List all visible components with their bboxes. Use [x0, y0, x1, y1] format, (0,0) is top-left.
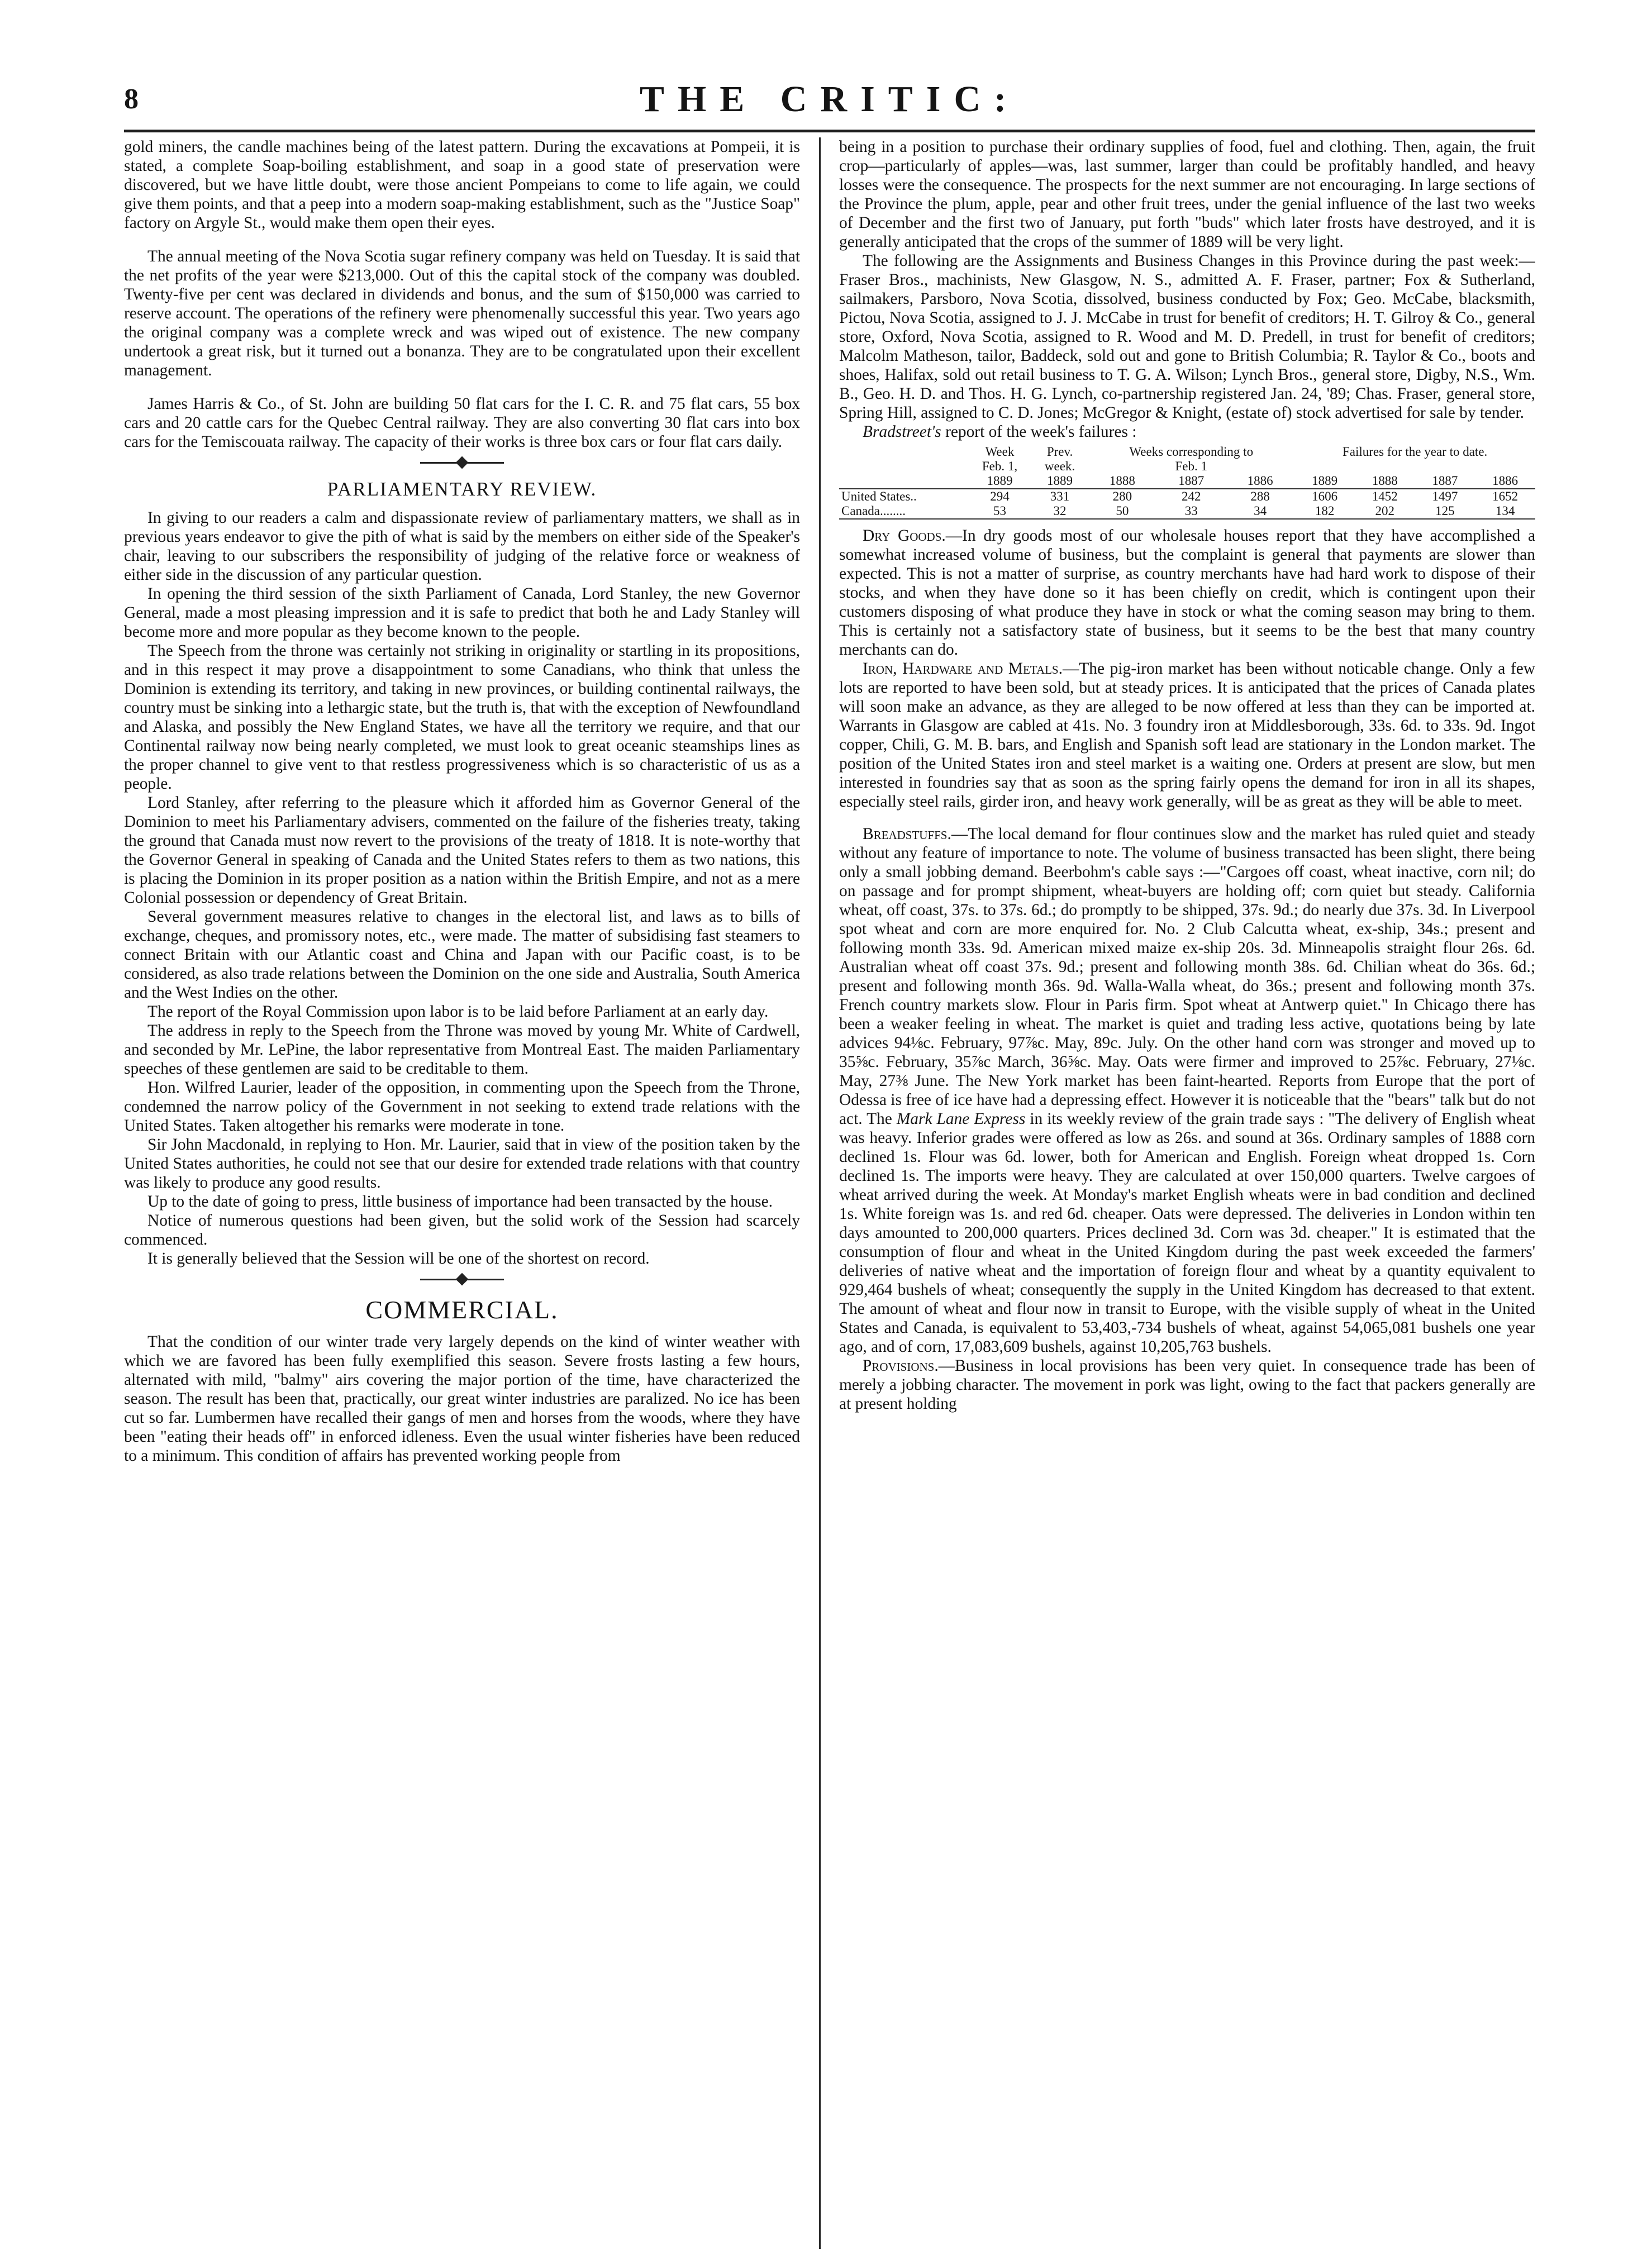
parl-paragraph: Hon. Wilfred Laurier, leader of the opposition, in commenting upon the Speech from the Throne, condemned the narrow policy of the Government in not seeking to extend trade relations with the United States. Taken altogether his remarks were moderate in tone.	[124, 1079, 800, 1135]
table-cell: 53	[968, 504, 1032, 519]
parl-paragraph: Several government measures relative to changes in the electoral list, and laws as to bills of exchange, cheques, and promissory notes, etc., were made. The matter of subsidising fast steamers to connect Britain with our Atlantic coast and China and Japan with our Pacific coast, is to be considered, as also trade relations between the Dominion on the one side and Australia, South America and the West Indies on the other.	[124, 908, 800, 1002]
table-cell: 34	[1226, 504, 1294, 519]
table-cell: 33	[1157, 504, 1226, 519]
table-cell: 1497	[1432, 489, 1458, 503]
parl-paragraph: The Speech from the throne was certainly not striking in originality or startling in its propositions, and in this respect it may prove a disappointment to some Canadians, who think that unless the Dominion is extending its territory, and taking in new provinces, or building continental railways, the country must be sinking into a lethargic state, but the truth is, that with the exception of Newfoundland and Alaska, and possibly the New England States, we have all the territory we require, and that our Continental railway now being nearly completed, we must look to great oceanic steamships lines as the proper channel to give vent to that restless progressiveness which is so characteristic of us as a people.	[124, 642, 800, 793]
table-header-row	[839, 459, 1535, 474]
provisions-heading: Provisions.	[863, 1357, 939, 1375]
parl-paragraph: The address in reply to the Speech from the Throne was moved by young Mr. White of Cardwell, and seconded by Mr. LePine, the labor representative from Montreal East. The maiden Parliamentary speeches of these gentlemen are said to be creditable to them.	[124, 1022, 800, 1078]
commercial-paragraph: That the condition of our winter trade very largely depends on the kind of winter weather with which we are favored has been fully exemplified this season. Severe frosts lasting a few hours, alternated with mild, "balmy" airs covering the major portion of the time, have characterized the season. The result has been that, practically, our great winter industries are paralized. No ice has been cut so far. Lumbermen have recalled their gangs of men and horses from the woods, where they have been "eating their heads off" in enforced idleness. Even the usual winter fisheries have been reduced to a minimum. This condition of affairs has prevented working people from	[124, 1333, 800, 1465]
right-column	[839, 137, 1535, 2249]
table-year-cell: 1889	[1294, 474, 1355, 489]
table-cell: 288	[1250, 489, 1270, 503]
parl-paragraph: In giving to our readers a calm and dispassionate review of parliamentary matters, we shall as in previous years endeavor to give the pith of what is said by the members on either side of the Speaker's chair, leaving to our subscribers the responsibility of judging of the relative force or weakness of either side in the discussion of any particular question.	[124, 509, 800, 584]
table-cell: 32	[1032, 504, 1088, 519]
header-rule	[124, 130, 1535, 132]
provisions-paragraph	[839, 1356, 1535, 1413]
iron-paragraph	[839, 659, 1535, 811]
table-year-cell: 1889	[1032, 474, 1088, 489]
breadstuffs-text: —The local demand for flour continues slow and the market has ruled quiet and steady without any feature of importance to note. The volume of business transacted has been slight, there being only a small jobbing demand. Beerbohm's cable says :—"Cargoes off coast, wheat inactive, corn nil; do on passage and for prompt shipment, wheat-buyers are holding off; corn quiet but steady. California wheat, off coast, 37s. to 37s. 6d.; do promptly to be shipped, 37s. 9d.; do nearly due 37s. 3d. In Liverpool spot wheat and corn are more enquired for. No. 2 Club Calcutta wheat, ex-ship, 34s.; present and following month 33s. 9d. American mixed maize ex-ship 20s. 3d. Minneapolis straight flour 26s. 6d. Australian wheat off coast 37s. 9d.; present and following month 38s. 6d. Chilian wheat do 36s. 6d.; present and following month 36s. 9d. Walla-Walla wheat, do 36s.; present and following month 37s. French country markets slow. Flour in Paris firm. Spot wheat at Antwerp quiet." In Chicago there has been a weaker feeling in wheat. The market is quiet and trading less active, quotations being by late advices 94⅛c. February, 97⅞c. May, 89c. July. On the other hand corn was stronger and moved up to 35⅝c. February, 35⅞c March, 36⅝c. May. Oats were firmer and improved to 25⅞c. February, 27⅛c. May, 27⅜ June. The New York market has been faint-hearted. Reports from Europe that the port of Odessa is free of ice have had a depressing effect. However it is noticeable that the "bears" talk but do not act. The	[839, 825, 1535, 1128]
breadstuffs-text-continued: in its weekly review of the grain trade says : "The delivery of English wheat was heavy. Inferior grades were offered as low as 26s. and sound at 36s. Ordinary samples of 1888 corn declined 1s. Flour was 6d. lower, both for American and English. Foreign wheat dropped 1s. Corn declined 1s. The imports were heavy. They are calculated at over 150,000 quarters. Twelve cargoes of wheat arrived during the week. At Monday's market English wheats were in bad condition and declined 1s. White foreign was 1s. and red 6d. cheaper. Oats were depressed. The deliveries in London within ten days amounted to 200,000 quarters. Prices declined 3d. Corn was 3d. cheaper." It is estimated that the consumption of flour and wheat in the United Kingdom during the past week exceeded the farmers' deliveries of native wheat and the importation of foreign flour and wheat by a quantity equivalent to 929,464 bushels of wheat; consequently the supply in the United Kingdom has decreased to that extent. The amount of wheat and flour now in transit to Europe, with the visible supply of wheat in the United States and Canada, is equivalent to 53,403,-734 bushels of wheat, against 54,065,081 bushels one year ago, and of corn, 17,083,609 bushels, against 10,205,763 bushels.	[839, 1110, 1535, 1356]
bradstreet-name: Bradstreet's	[863, 423, 941, 441]
dry-goods-heading: Dry Goods.	[863, 527, 946, 545]
table-header-cell: week.	[1044, 459, 1075, 473]
table-year-cell: 1887	[1157, 474, 1226, 489]
table-cell: 331	[1050, 489, 1070, 503]
fruit-crop-paragraph: being in a position to purchase their ordinary supplies of food, fuel and clothing. Then, again, the fruit crop—particularly of apples—was, last summer, larger than could be profitably handled, and heavy losses were the consequence. The prospects for the next summer are not encouraging. In large sections of the Province the plum, apple, pear and other fruit trees, under the genial influence of the last two weeks of December and the first two of January, put forth "buds" which later frosts have destroyed, and it is generally anticipated that the crops of the summer of 1889 will be very light.	[839, 138, 1535, 251]
parl-paragraph: The report of the Royal Commission upon labor is to be laid before Parliament at an early day.	[147, 1003, 769, 1021]
parl-paragraph: Sir John Macdonald, in replying to Hon. Mr. Laurier, said that in view of the position taken by the United States authorities, he could not see that our desire for extended trade relations with that country was likely to produce any good results.	[124, 1136, 800, 1192]
table-cell: 280	[1112, 489, 1132, 503]
section-divider	[124, 1268, 800, 1292]
parl-paragraph: Notice of numerous questions had been given, but the solid work of the Session had scarcely commenced.	[124, 1212, 800, 1249]
table-header-cell: Feb. 1	[1175, 459, 1207, 473]
table-cell: 202	[1355, 504, 1415, 519]
dry-goods-paragraph	[839, 526, 1535, 659]
table-year-cell: 1888	[1088, 474, 1156, 489]
bradstreet-intro	[839, 422, 1535, 441]
table-year-cell: 1886	[1475, 474, 1535, 489]
table-cell: 1652	[1492, 489, 1518, 503]
table-header-cell: Prev.	[1046, 445, 1073, 459]
table-header-cell: Failures for the year to date.	[1342, 445, 1488, 459]
table-years-row	[839, 474, 1535, 489]
table-header-cell: Feb. 1,	[982, 459, 1018, 473]
column-rule	[819, 137, 821, 2249]
table-cell: 1606	[1312, 489, 1338, 503]
breadstuffs-heading: Breadstuffs.	[863, 825, 951, 843]
table-cell: 242	[1181, 489, 1201, 503]
table-header-cell: Week	[985, 445, 1015, 459]
table-cell: 182	[1294, 504, 1355, 519]
section-divider	[124, 451, 800, 475]
table-cell: 1452	[1372, 489, 1398, 503]
parliamentary-review-heading: PARLIAMENTARY REVIEW.	[327, 478, 597, 500]
table-cell: 134	[1475, 504, 1535, 519]
iron-text: —The pig-iron market has been without noticable change. Only a few lots are reported to have been sold, but at steady prices. It is anticipated that the prices of Canada plates will soon make an advance, as they are alleged to be now offered at less than they can be imported at. Warrants in Glasgow are cabled at 41s. No. 3 foundry iron at Middlesborough, 33s. 6d. to 33s. 9d. Ingot copper, Chili, G. M. B. bars, and English and Spanish soft lead are stationary in the London market. The position of the United States iron and steel market is a waiting one. Orders at present are slow, but men interested in foundries say that as soon as the spring fairly opens the demand for iron in all its shapes, especially steel rails, girder iron, and heavy work generally, will be as great as they will be able to meet.	[839, 660, 1535, 811]
table-row-label: Canada........	[839, 504, 968, 519]
table-header-row	[839, 445, 1535, 459]
parl-paragraph: Lord Stanley, after referring to the pleasure which it afforded him as Governor General of the Dominion to meet his Parliamentary advisers, commented on the failure of the fisheries treaty, taking the ground that Canada must now revert to the provisions of the treaty of 1818. It is note-worthy that the Governor General in speaking of Canada and the United States refers to them as two nations, this is placing the Dominion in its proper position as a nation within the British Empire, and not as a mere Colonial possession or dependency of Great Britain.	[124, 794, 800, 907]
mark-lane-express: Mark Lane Express	[896, 1110, 1026, 1128]
table-row-label: United States..	[841, 489, 917, 503]
dry-goods-text: —In dry goods most of our wholesale houses report that they have accomplished a somewhat increased volume of business, but the complaint is general that payments are slower than expected. This is not a matter of surprise, as country merchants have had hard work to dispose of their stocks, and when they have done so it has been chiefly on credit, which is contingent upon their customers disposing of what produce they have in stock or what the coming season may bring to them. This is certainly not a satisfactory state of business, but it seems to be the best that many country merchants can do.	[839, 527, 1535, 659]
table-year-cell: 1887	[1415, 474, 1475, 489]
soap-paragraph: gold miners, the candle machines being of the latest pattern. During the excavations at Pompeii, it is stated, a complete Soap-boiling establishment, and soap in a good state of preservation were discovered, but we have little doubt, were those ancient Pompeians to come to life again, we could give them points, and that a peep into a modern soap-making establishment, such as the "Justice Soap" factory on Argyle St., would make them open their eyes.	[124, 138, 800, 232]
table-year-cell: 1889	[968, 474, 1032, 489]
breadstuffs-paragraph	[839, 825, 1535, 1356]
table-cell: 50	[1088, 504, 1156, 519]
parl-paragraph: It is generally believed that the Session will be one of the shortest on record.	[147, 1250, 650, 1268]
page-header	[124, 78, 1535, 128]
table-row	[839, 489, 1535, 504]
page-number: 8	[124, 83, 139, 115]
commercial-heading: COMMERCIAL.	[365, 1295, 559, 1324]
parl-paragraph: In opening the third session of the sixth Parliament of Canada, Lord Stanley, the new Governor General, made a most pleasing impression and it is safe to predict that both he and Lady Stanley will become more and more popular as they become known to the people.	[124, 585, 800, 641]
rail-cars-paragraph: James Harris & Co., of St. John are building 50 flat cars for the I. C. R. and 75 flat cars, 55 box cars and 20 cattle cars for the Quebec Central railway. They are also converting 30 flat cars into box cars for the Temiscouata railway. The capacity of their works is three box cars or four flat cars daily.	[124, 395, 800, 451]
parl-paragraph: Up to the date of going to press, little business of importance had been transacted by the house.	[147, 1193, 773, 1211]
assignments-paragraph: The following are the Assignments and Business Changes in this Province during the past week:—Fraser Bros., machinists, New Glasgow, N. S., admitted A. F. Fraser, partner; Fox & Sutherland, sailmakers, Parsboro, Nova Scotia, dissolved, business conducted by Fox; Geo. McCabe, blacksmith, Pictou, Nova Scotia, assigned to J. J. McCabe in trust for benefit of creditors; H. T. Gilroy & Co., general store, Oxford, Nova Scotia, assigned to R. Wood and M. D. Predell, in trust for benefit of creditors; Malcolm Matheson, tailor, Baddeck, sold out and gone to British Columbia; R. Taylor & Co., boots and shoes, Halifax, sold out retail business to T. G. A. Wilson; Lynch Bros., general store, Digby, N.S., Wm. B., Geo. H. D. and Thos. H. G. Lynch, co-partnership registered Jan. 24, '89; Chas. Fraser, general store, Spring Hill, assigned to C. D. Jones; McGregor & Knight, (estate of) stock advertised for sale by tender.	[839, 252, 1535, 422]
table-year-cell: 1886	[1226, 474, 1294, 489]
failures-table	[839, 445, 1535, 520]
iron-heading: Iron, Hardware and Metals.	[863, 660, 1063, 678]
table-cell: 125	[1415, 504, 1475, 519]
left-column	[124, 137, 800, 2249]
sugar-refinery-paragraph: The annual meeting of the Nova Scotia sugar refinery company was held on Tuesday. It is said that the net profits of the year were $213,000. Out of this the capital stock of the company was doubled. Twenty-five per cent was declared in dividends and bonus, and the sum of $150,000 was carried to reserve account. The operations of the refinery were phenomenally successful this year. Two years ago the original company was a complete wreck and was wiped out of existence. The new company undertook a great risk, but it turned out a bonanza. They are to be congratulated upon their excellent management.	[124, 247, 800, 379]
table-cell: 294	[990, 489, 1010, 503]
masthead-title: THE CRITIC:	[639, 79, 1020, 120]
table-header-cell: Weeks corresponding to	[1129, 445, 1254, 459]
table-year-cell: 1888	[1355, 474, 1415, 489]
bradstreet-rest: report of the week's failures :	[941, 423, 1137, 441]
provisions-text: —Business in local provisions has been very quiet. In consequence trade has been of merely a jobbing character. The movement in pork was light, owing to the fact that packers generally are at present holding	[839, 1357, 1535, 1413]
table-row	[839, 504, 1535, 519]
